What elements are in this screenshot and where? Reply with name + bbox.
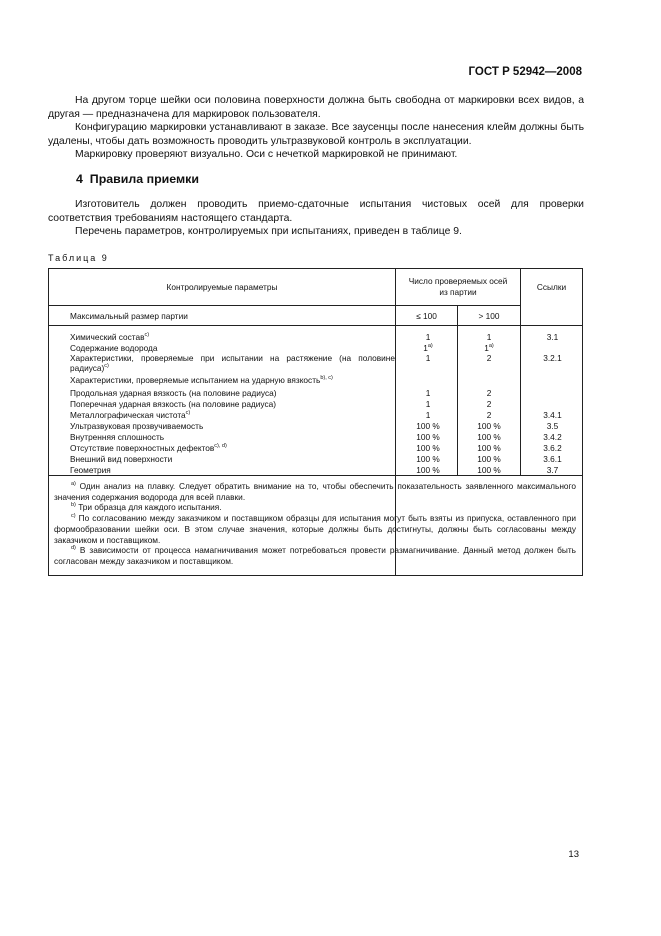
paragraph: На другом торце шейки оси половина поверхности должна быть свободна от маркировки всех видов, а другая — предназначена для маркировок пользователя. — [48, 95, 584, 120]
header-parameters: Контролируемые параметры — [166, 282, 278, 292]
footnote: $^{b)}$ Три образца для каждого испытания. — [71, 502, 222, 513]
page-number: 13 — [568, 849, 579, 860]
intro-text — [48, 94, 584, 162]
standard-code: ГОСТ Р 52942—2008 — [468, 66, 582, 78]
row-divider — [49, 305, 395, 306]
table-caption: Таблица 9 — [48, 253, 109, 263]
table-footnotes — [54, 481, 576, 567]
header-refs: Ссылки — [536, 282, 567, 292]
paragraph: Маркировку проверяют визуально. Оси с нечеткой маркировкой не принимают. — [75, 149, 458, 161]
row-divider — [49, 325, 582, 326]
batch-size-small: ≤ 100 — [416, 311, 437, 321]
column-divider — [520, 269, 521, 475]
section-number: 4 — [76, 172, 83, 186]
footnote: $^{c)}$ По согласованию между заказчиком и поставщиком образцы для испытания могут быть взяты из припуска, оставленного при формообразовании шейки оси. В этом случае значения, которые должны быть достигнуты, должны быть согласованы между заказчиком и поставщиком. — [54, 513, 576, 545]
batch-size-label: Максимальный размер партии — [70, 311, 188, 321]
footnote: $^{a)}$ Один анализ на плавку. Следует обратить внимание на то, чтобы обеспечить показательность заявленного максимального значения содержания водорода для всей плавки. — [54, 481, 576, 502]
column-divider — [457, 325, 458, 475]
paragraph: Перечень параметров, контролируемых при испытаниях, приведен в таблице 9. — [75, 226, 462, 238]
section-heading — [76, 172, 199, 186]
row-divider — [395, 305, 520, 306]
footnote: $^{d)}$ В зависимости от процесса намагничивания может потребоваться провести размагничивание. Данный метод должен быть согласован между заказчиком и поставщиком. — [54, 545, 576, 566]
header-count: Число проверяемых осей из партии — [408, 276, 508, 297]
batch-size-large: > 100 — [478, 311, 500, 321]
section-text — [48, 198, 584, 239]
paragraph: Изготовитель должен проводить приемо-сдаточные испытания чистовых осей для проверки соответствия требованиям настоящего стандарта. — [48, 199, 584, 224]
section-title: Правила приемки — [89, 172, 199, 186]
paragraph: Конфигурацию маркировки устанавливают в заказе. Все заусенцы после нанесения клейм должны быть удалены, чтобы дать возможность проводить ультразвуковой контроль в эксплуатации. — [48, 122, 584, 147]
parameters-table: Контролируемые параметры Число проверяемых осей из партии Ссылки Максимальный размер партии ≤ 100 > 100 Химический состав$^{c)}$ 1 1 3.1 Содержание водорода $1^{а)}$ $1^{а)}$ Характеристики, проверяемые при испытании на растяжение (на половине радиуса)$^{c)}$ 1 2 3.2.1 Характеристики, проверяемые испытанием на ударную вязкость$^{b), c)}$ Продольная ударная вязкость (на половине радиуса) 1 2 Поперечная ударная вязкость (на половине радиуса) 1 2 Металлографическая чистота$^{c)}$ 1 2 3.4.1 Ультразвуковая прозвучиваемость 100 % 100 % 3.5 Внутренняя сплошность 100 % 100 % 3.4.2 Отсутствие поверхностных дефектов$^{c), d)}$ 100 % 100 % 3.6.2 Внешний вид поверхности 100 % 100 % 3.6.1 Геометрия 100 % 100 % 3.7 $^{a)}$ Один анализ на плавку. Следует обратить внимание на то, чтобы обеспечить показательность заявленного максимального значения содержания водорода для всей плавки. $^{b)}$ Три образца для каждого испытания. $^{c)}$ По согласованию между заказчиком и поставщиком образцы для испытания могут быть взяты из припуска, оставленного при формообразовании шейки оси. В этом случае значения, которые должны быть достигнуты, должны быть согласованы между заказчиком и поставщиком. $^{d)}$ В зависимости от процесса намагничивания может потребоваться провести размагничивание. Данный метод должен быть согласован между заказчиком и поставщиком. — [48, 268, 583, 576]
